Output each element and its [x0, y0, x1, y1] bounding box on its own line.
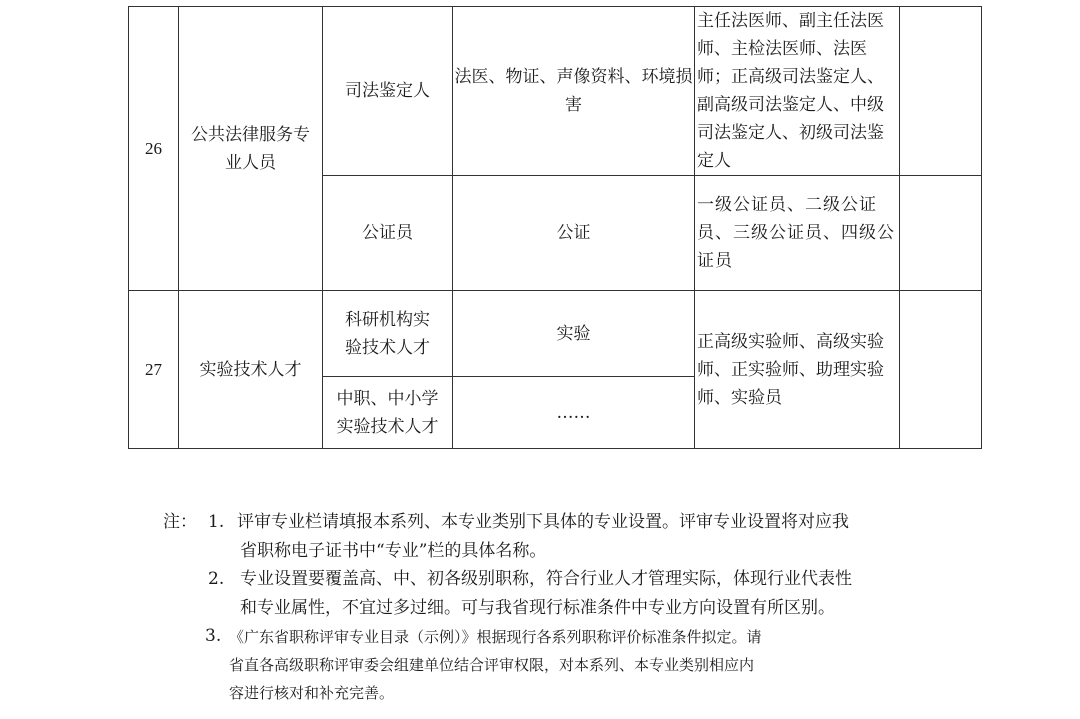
note-text: 容进行核对和补充完善。 — [229, 684, 395, 702]
note-text: 省职称电子证书中“专业”栏的具体名称。 — [240, 541, 547, 561]
note-text: 和专业属性，不宜过多过细。可与我省现行标准条件中专业方向设置有所区别。 — [240, 598, 835, 618]
remarks-cell — [900, 7, 982, 176]
table-row — [129, 7, 982, 176]
sub-category: 科研机构实验技术人才 — [323, 291, 453, 377]
specialty: …… — [453, 377, 695, 449]
note-text: 《广东省职称评审专业目录（示例）》根据现行各系列职称评价标准条件拟定。请 — [229, 628, 762, 646]
remarks-cell — [900, 176, 982, 291]
sub-category: 中职、中小学实验技术人才 — [323, 377, 453, 449]
table-row — [129, 291, 982, 377]
title-levels: 一级公证员、二级公证员、三级公证员、四级公证员 — [695, 176, 900, 291]
note-number: 3. — [205, 626, 222, 646]
note-text: 省直各高级职称评审委会组建单位结合评审权限，对本系列、本专业类别相应内 — [229, 656, 755, 674]
sub-category: 司法鉴定人 — [323, 7, 453, 176]
note-number: 2. — [208, 569, 225, 589]
remarks-cell — [900, 291, 982, 449]
title-levels: 主任法医师、副主任法医师、主检法医师、法医师；正高级司法鉴定人、副高级司法鉴定人、中级司法鉴定人、初级司法鉴定人 — [695, 7, 900, 176]
row-number: 27 — [129, 291, 179, 449]
notes-prefix: 注： — [163, 512, 197, 532]
sub-category: 公证员 — [323, 176, 453, 291]
series-name: 公共法律服务专业人员 — [179, 7, 323, 291]
row-number: 26 — [129, 7, 179, 291]
title-levels: 正高级实验师、高级实验师、正实验师、助理实验师、实验员 — [695, 291, 900, 449]
specialty: 实验 — [453, 291, 695, 377]
note-text: 评审专业栏请填报本系列、本专业类别下具体的专业设置。评审专业设置将对应我 — [237, 512, 849, 532]
series-name: 实验技术人才 — [179, 291, 323, 449]
note-number: 1. — [208, 512, 225, 532]
note-text: 专业设置要覆盖高、中、初各级别职称，符合行业人才管理实际，体现行业代表性 — [240, 569, 852, 589]
specialty: 公证 — [453, 176, 695, 291]
specialty: 法医、物证、声像资料、环境损害 — [453, 7, 695, 176]
professional-catalog-table — [128, 6, 982, 449]
